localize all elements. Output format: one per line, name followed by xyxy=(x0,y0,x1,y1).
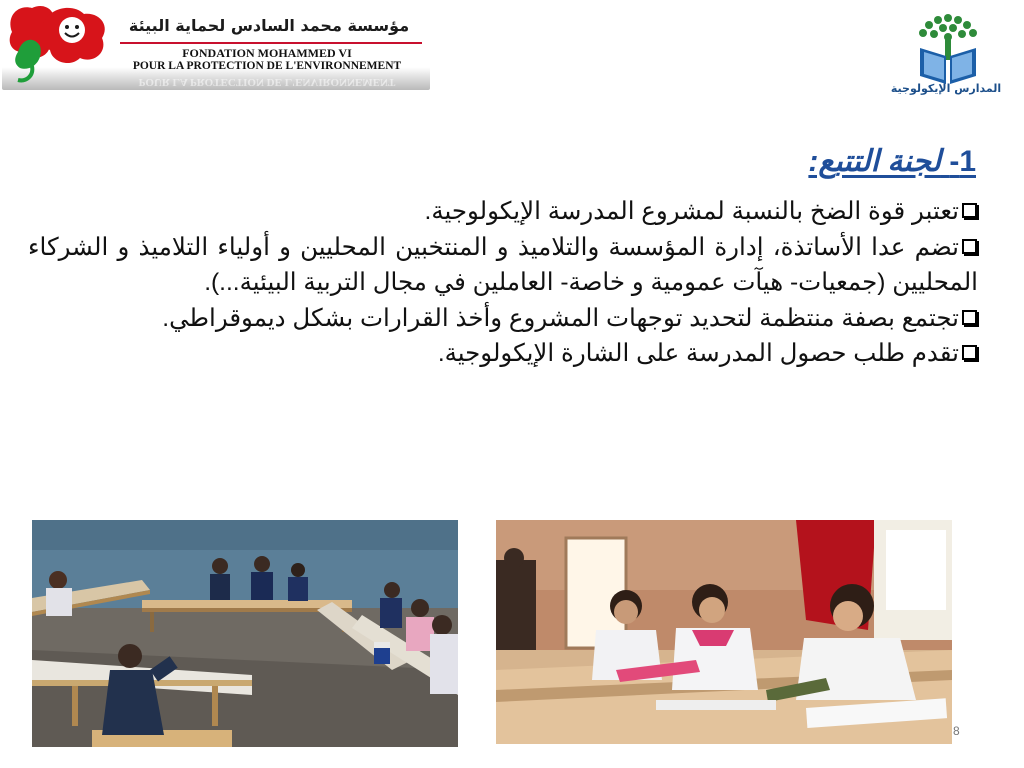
students-classroom-photo xyxy=(496,520,952,744)
foundation-divider xyxy=(120,42,422,44)
bullet-paragraph xyxy=(28,230,978,301)
bullet-text: تضم عدا الأساتذة، إدارة المؤسسة والتلاميذ و المنتخبين المحليين و أولياء التلاميذ و الشركاء المحليين (جمعيات- هيآت عمومية و خاصة- العاملين في مجال التربية البيئية...). xyxy=(28,233,978,296)
foundation-emblem-icon xyxy=(4,2,114,84)
foundation-name-french-line2: POUR LA PROTECTION DE L'ENVIRONNEMENT xyxy=(132,60,402,72)
checkbox-bullet-icon xyxy=(962,203,977,218)
slide-body xyxy=(28,194,978,372)
heading-text: لجنة التتبع: xyxy=(808,145,941,178)
slide-page-number: 8 xyxy=(953,724,960,738)
checkbox-bullet-icon xyxy=(962,239,977,254)
bullet-paragraph xyxy=(28,194,978,230)
foundation-name-reflection: POUR LA PROTECTION DE L'ENVIRONNEMENT xyxy=(138,76,396,88)
bullet-text: تقدم طلب حصول المدرسة على الشارة الإيكولوجية. xyxy=(437,340,959,367)
foundation-name-french-line1: FONDATION MOHAMMED VI xyxy=(182,46,352,60)
heading-number: 1- xyxy=(949,145,976,178)
foundation-logo-banner xyxy=(2,2,430,90)
bullet-text: تعتبر قوة الضخ بالنسبة لمشروع المدرسة الإيكولوجية. xyxy=(424,198,959,225)
eco-schools-label: المدارس الإيكولوجية xyxy=(890,82,1002,95)
bullet-paragraph xyxy=(28,336,978,372)
foundation-name-arabic: مؤسسة محمد السادس لحماية البيئة xyxy=(128,16,410,35)
checkbox-bullet-icon xyxy=(962,310,977,325)
bullet-paragraph xyxy=(28,301,978,337)
checkbox-bullet-icon xyxy=(962,345,977,360)
bullet-text: تجتمع بصفة منتظمة لتحديد توجهات المشروع وأخذ القرارات بشكل ديموقراطي. xyxy=(162,304,959,332)
classroom-meeting-photo xyxy=(32,520,458,747)
slide-heading xyxy=(808,144,976,179)
